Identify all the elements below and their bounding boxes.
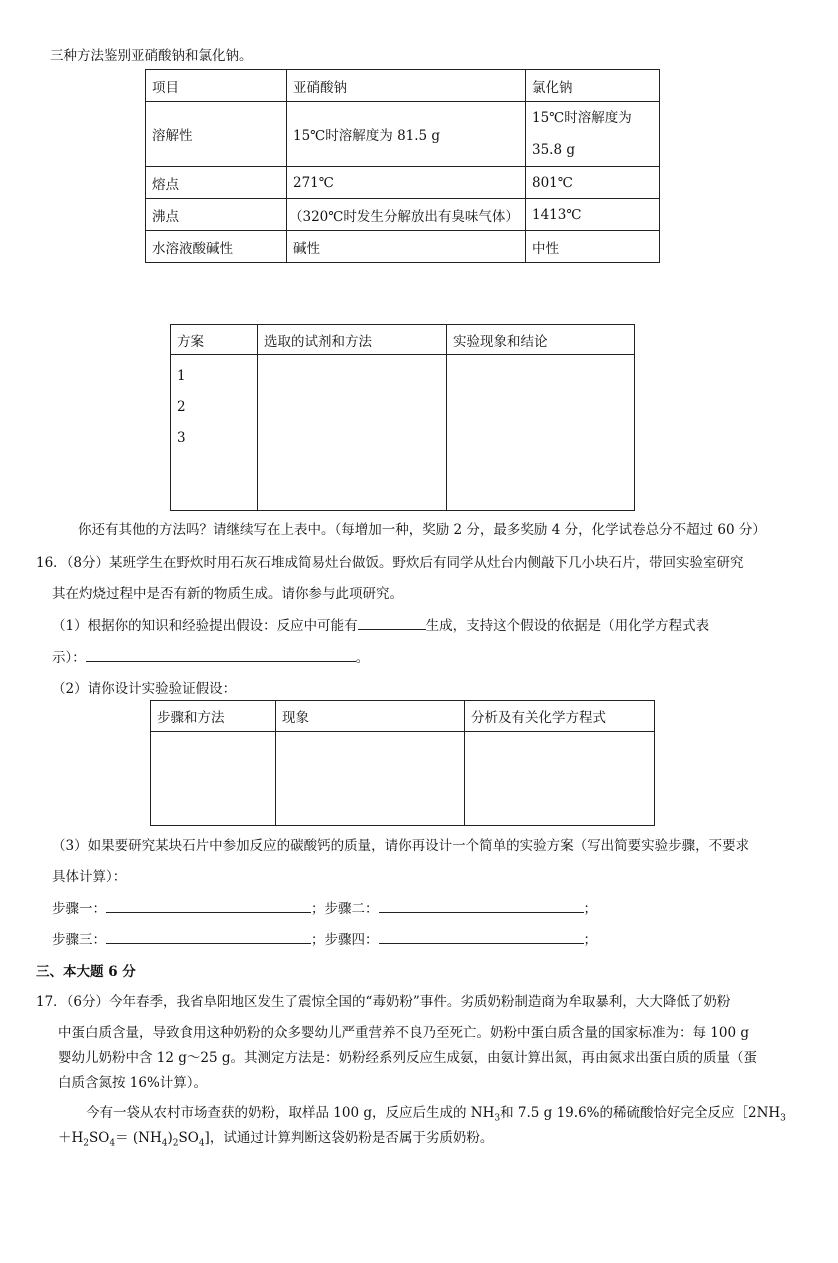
q17-line2: 中蛋白质含量，导致食用这种奶粉的众多婴幼儿严重营养不良乃至死亡。奶粉中蛋白质含量的国家标准为：每 100 g	[58, 1025, 749, 1041]
table3-blank-cell[interactable]	[276, 732, 465, 826]
table1-cell: 水溶液酸碱性	[146, 231, 287, 263]
experiment-table	[150, 700, 655, 826]
answer-blank-step3[interactable]	[106, 943, 311, 944]
answer-blank-product[interactable]	[358, 629, 426, 630]
table3-blank-cell[interactable]	[465, 732, 655, 826]
table2-header-plan: 方案	[171, 325, 258, 355]
q16-part3-cont: 具体计算）：	[52, 869, 127, 885]
table1-cell: 沸点	[146, 199, 287, 231]
table1-cell: 溶解性	[146, 102, 287, 167]
q16-part2: （2）请你设计实验验证假设：	[52, 681, 237, 697]
table2-plan-numbers	[171, 355, 258, 511]
q16-line1: 16．（8分）某班学生在野炊时用石灰石堆成简易灶台做饭。野炊后有同学从灶台内侧敲下几小块石片，带回实验室研究	[36, 555, 744, 571]
intro-text: 三种方法鉴别亚硝酸钠和氯化钠。	[50, 48, 253, 64]
plan-table	[170, 324, 635, 511]
table1-cell: 碱性	[287, 231, 526, 263]
table1-cell: 中性	[526, 231, 660, 263]
answer-blank-equation[interactable]	[86, 661, 356, 662]
q17-line1: 17．（6分）今年春季，我省阜阳地区发生了震惊全国的“毒奶粉”事件。劣质奶粉制造商为牟取暴利，大大降低了奶粉	[36, 994, 731, 1010]
table2-blank-cell[interactable]	[447, 355, 635, 511]
q17-line6: $+H_2SO_4= (NH_4)_2SO_4$]，试通过计算判断这袋奶粉是否属于劣质奶粉。	[58, 1130, 494, 1149]
table1-cell: 271℃	[287, 167, 526, 199]
q16-part1-cont: 示）： 。	[52, 650, 370, 666]
table1-header-sodium-chloride: 氯化钠	[526, 70, 660, 102]
plan-number: 2	[177, 399, 186, 415]
table1-cell: 1413℃	[526, 199, 660, 231]
answer-blank-step2[interactable]	[379, 912, 584, 913]
q17-line3: 婴幼儿奶粉中含 12 g～25 g。其测定方法是：奶粉经系列反应生成氨，由氨计算出氮，再由氮求出蛋白质的质量（蛋	[58, 1050, 758, 1066]
answer-blank-step4[interactable]	[379, 943, 584, 944]
plan-number: 3	[177, 430, 186, 446]
q16-part3: （3）如果要研究某块石片中参加反应的碳酸钙的质量，请你再设计一个简单的实验方案（写出简要实验步骤，不要求	[52, 838, 750, 854]
table1-cell: 熔点	[146, 167, 287, 199]
answer-blank-step1[interactable]	[106, 912, 311, 913]
table3-header-phenomenon: 现象	[276, 701, 465, 732]
section-heading: 三、本大题 6 分	[36, 964, 136, 980]
table1-cell: 15℃时溶解度为 35.8 g	[526, 102, 660, 167]
q17-line4: 白质含氮按 16%计算）。	[58, 1075, 208, 1091]
q17-line5: 今有一袋从农村市场查获的奶粉，取样品 100 g，反应后生成的 $NH_3$和 7.5 g 19.6%的稀硫酸恰好完全反应$[2NH_3$	[86, 1105, 786, 1124]
steps-row-1: 步骤一： ；步骤二： ；	[52, 901, 597, 917]
table2-header-result: 实验现象和结论	[447, 325, 635, 355]
steps-row-2: 步骤三： ；步骤四： ；	[52, 932, 597, 948]
comparison-table	[145, 69, 660, 263]
table1-cell: 15℃时溶解度为 81.5 g	[287, 102, 526, 167]
table3-header-steps: 步骤和方法	[151, 701, 276, 732]
table2-blank-cell[interactable]	[258, 355, 447, 511]
bonus-note: 你还有其他的方法吗？请继续写在上表中。（每增加一种，奖励 2 分，最多奖励 4 分，化学试卷总分不超过 60 分）	[78, 522, 766, 538]
table1-header-sodium-nitrite: 亚硝酸钠	[287, 70, 526, 102]
q16-part1: （1）根据你的知识和经验提出假设：反应中可能有 生成，支持这个假设的依据是（用化学方程式表	[52, 618, 710, 634]
table1-cell: （320℃时发生分解放出有臭味气体）	[287, 199, 526, 231]
table1-header-item: 项目	[146, 70, 287, 102]
plan-number: 1	[177, 368, 186, 384]
table3-header-analysis: 分析及有关化学方程式	[465, 701, 655, 732]
table3-blank-cell[interactable]	[151, 732, 276, 826]
table1-cell: 801℃	[526, 167, 660, 199]
q16-line2: 其在灼烧过程中是否有新的物质生成。请你参与此项研究。	[52, 586, 403, 602]
table2-header-method: 选取的试剂和方法	[258, 325, 447, 355]
